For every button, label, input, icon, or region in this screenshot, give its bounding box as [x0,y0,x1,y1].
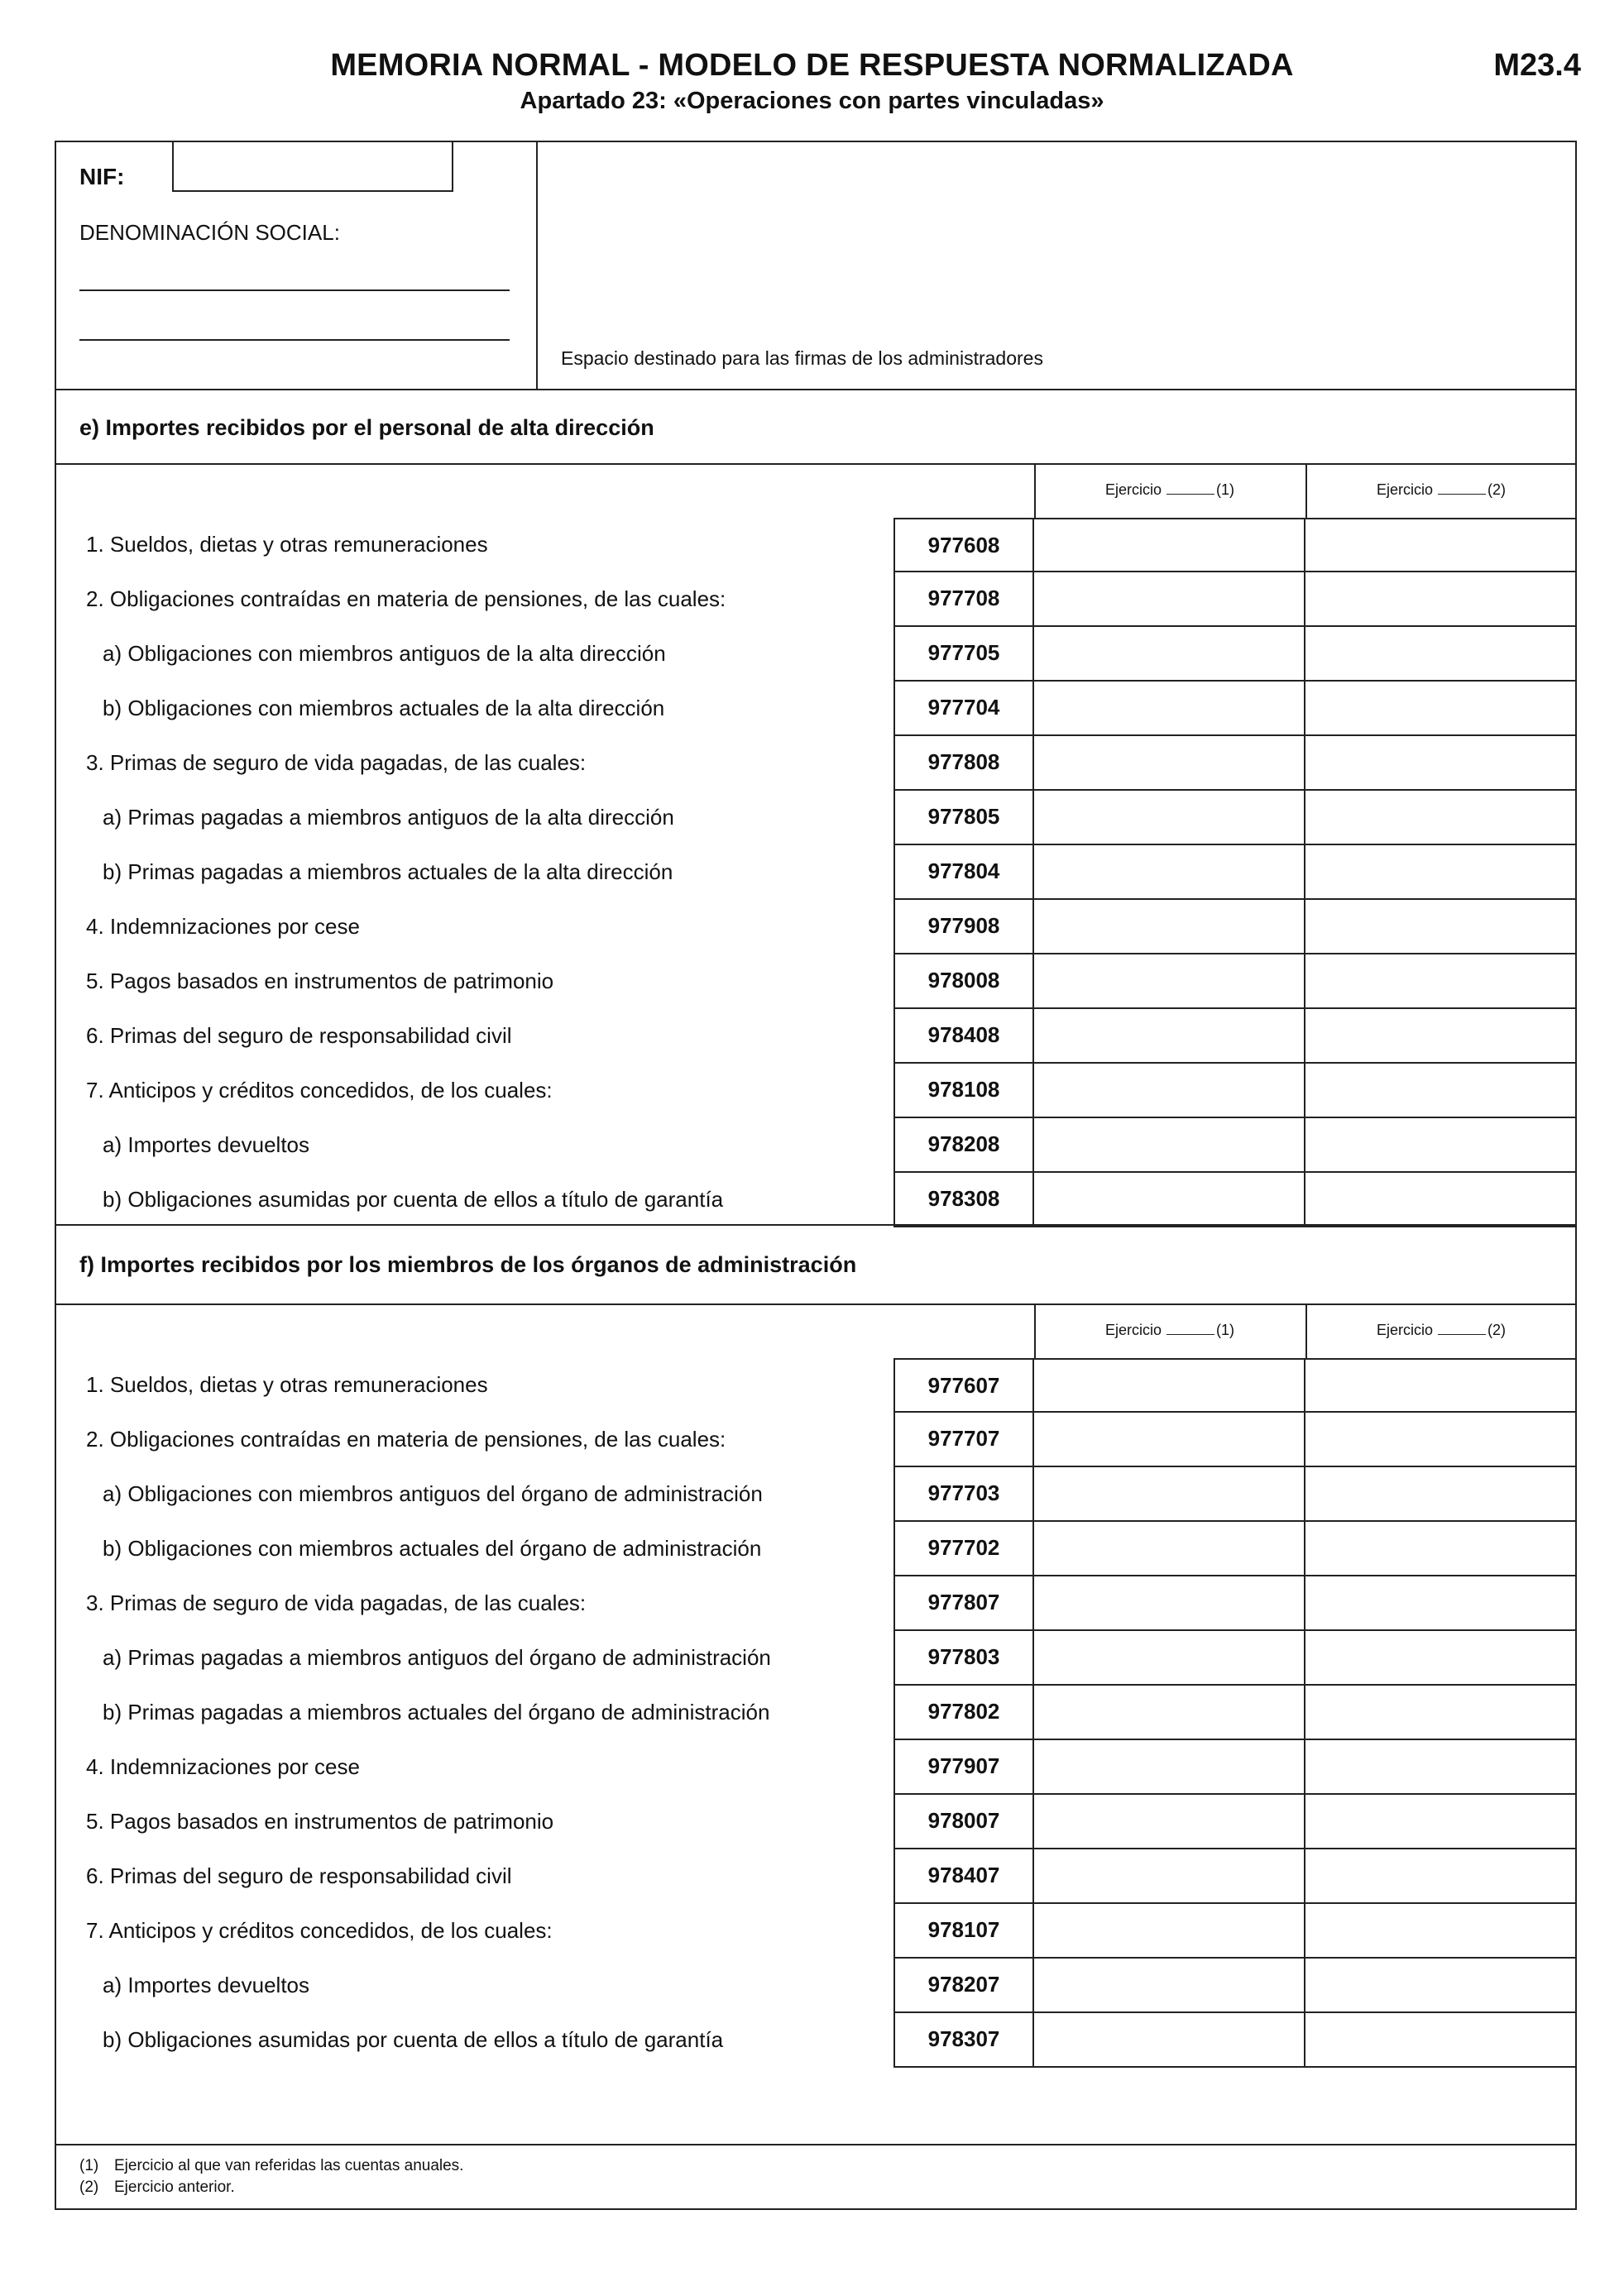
value-cell-ejercicio-2[interactable] [1304,1849,1577,1904]
column-header-ejercicio-2 [1305,1322,1577,1339]
value-cell-ejercicio-2[interactable] [1304,1795,1577,1849]
value-cell-ejercicio-2[interactable] [1304,572,1577,627]
value-cell-ejercicio-1[interactable] [1032,1849,1305,1904]
row-label: b) Obligaciones asumidas por cuenta de ellos a título de garantía [103,2027,724,2052]
row-label: 2. Obligaciones contraídas en materia de pensiones, de las cuales: [86,586,726,611]
row-code: 977805 [893,791,1034,845]
row-code: 978007 [893,1795,1034,1849]
table-row [893,900,1577,954]
form-code: M23.4 [1493,48,1581,83]
note-ref: (1) [1216,1322,1235,1338]
row-label: a) Importes devueltos [103,1973,310,1997]
table-row [893,1173,1577,1227]
value-cell-ejercicio-1[interactable] [1032,845,1305,900]
value-cell-ejercicio-1[interactable] [1032,736,1305,791]
value-cell-ejercicio-2[interactable] [1304,791,1577,845]
ejercicio-label: Ejercicio [1104,481,1162,498]
table-row [893,1959,1577,2013]
table-row [893,1740,1577,1795]
table-row [893,518,1577,572]
value-cell-ejercicio-1[interactable] [1032,1686,1305,1740]
table-row [893,845,1577,900]
footnote-text: Ejercicio al que van referidas las cuentas anuales. [114,2157,464,2174]
value-cell-ejercicio-2[interactable] [1304,1904,1577,1959]
value-cell-ejercicio-1[interactable] [1032,2013,1305,2068]
row-code: 977808 [893,736,1034,791]
row-label: 2. Obligaciones contraídas en materia de pensiones, de las cuales: [86,1427,726,1452]
denominacion-social-label: DENOMINACIÓN SOCIAL: [79,220,340,245]
row-label: a) Obligaciones con miembros antiguos de la alta dirección [103,641,666,666]
denominacion-line-2[interactable] [79,339,510,341]
note-ref: (2) [1487,1322,1507,1338]
row-label: 6. Primas del seguro de responsabilidad civil [86,1863,512,1888]
table-row [893,1686,1577,1740]
note-ref: (1) [1216,481,1235,498]
section-f-title: f) Importes recibidos por los miembros de los órganos de administración [79,1252,857,1277]
column-header-ejercicio-1 [1034,1322,1305,1339]
row-code: 977908 [893,900,1034,954]
value-cell-ejercicio-1[interactable] [1032,1009,1305,1064]
row-label: 7. Anticipos y créditos concedidos, de los cuales: [86,1918,553,1943]
row-label: b) Obligaciones con miembros actuales del órgano de administración [103,1536,762,1561]
value-cell-ejercicio-2[interactable] [1304,1358,1577,1413]
footnote-1 [79,2157,463,2175]
value-cell-ejercicio-2[interactable] [1304,1740,1577,1795]
row-code: 978108 [893,1064,1034,1118]
row-label: a) Primas pagadas a miembros antiguos del órgano de administración [103,1645,771,1670]
value-cell-ejercicio-1[interactable] [1032,1173,1305,1227]
value-cell-ejercicio-1[interactable] [1032,1795,1305,1849]
ejercicio-label: Ejercicio [1376,481,1434,498]
value-cell-ejercicio-2[interactable] [1304,1686,1577,1740]
row-code: 977607 [893,1358,1034,1413]
value-cell-ejercicio-1[interactable] [1032,1118,1305,1173]
denominacion-line-1[interactable] [79,289,510,291]
value-cell-ejercicio-2[interactable] [1304,518,1577,572]
row-code: 978207 [893,1959,1034,2013]
row-code: 977807 [893,1576,1034,1631]
value-cell-ejercicio-1[interactable] [1032,1740,1305,1795]
value-cell-ejercicio-1[interactable] [1032,1959,1305,2013]
row-label: 6. Primas del seguro de responsabilidad civil [86,1023,512,1048]
value-cell-ejercicio-2[interactable] [1304,1413,1577,1467]
row-label: 7. Anticipos y créditos concedidos, de los cuales: [86,1078,553,1103]
value-cell-ejercicio-1[interactable] [1032,682,1305,736]
table-row [893,2013,1577,2068]
row-label: b) Obligaciones asumidas por cuenta de ellos a título de garantía [103,1187,724,1212]
ejercicio-blank[interactable] [1167,482,1214,495]
value-cell-ejercicio-2[interactable] [1304,845,1577,900]
value-cell-ejercicio-1[interactable] [1032,1358,1305,1413]
page-title: MEMORIA NORMAL - MODELO DE RESPUESTA NORMALIZADA [330,48,1294,83]
ejercicio-label: Ejercicio [1376,1322,1434,1338]
value-cell-ejercicio-1[interactable] [1032,954,1305,1009]
value-cell-ejercicio-2[interactable] [1304,1522,1577,1576]
value-cell-ejercicio-2[interactable] [1304,682,1577,736]
row-label: 1. Sueldos, dietas y otras remuneraciones [86,532,488,557]
row-label: b) Primas pagadas a miembros actuales del órgano de administración [103,1700,770,1724]
row-label: 4. Indemnizaciones por cese [86,914,360,939]
row-code: 977703 [893,1467,1034,1522]
row-label: 3. Primas de seguro de vida pagadas, de las cuales: [86,1590,587,1615]
row-code: 978008 [893,954,1034,1009]
value-cell-ejercicio-2[interactable] [1304,1467,1577,1522]
footnote-number: (1) [79,2157,99,2174]
value-cell-ejercicio-2[interactable] [1304,900,1577,954]
row-code: 978307 [893,2013,1034,2068]
row-code: 978208 [893,1118,1034,1173]
row-label: a) Importes devueltos [103,1132,310,1157]
value-cell-ejercicio-2[interactable] [1304,627,1577,682]
table-row [893,1631,1577,1686]
value-cell-ejercicio-1[interactable] [1032,1576,1305,1631]
row-code: 978308 [893,1173,1034,1227]
row-code: 977803 [893,1631,1034,1686]
row-label: 5. Pagos basados en instrumentos de patrimonio [86,1809,554,1834]
row-code: 978107 [893,1904,1034,1959]
row-label: a) Primas pagadas a miembros antiguos de la alta dirección [103,805,674,830]
row-code: 977704 [893,682,1034,736]
value-cell-ejercicio-2[interactable] [1304,1118,1577,1173]
table-row [893,1467,1577,1522]
signature-area-note: Espacio destinado para las firmas de los administradores [561,347,1043,369]
row-label: b) Primas pagadas a miembros actuales de la alta dirección [103,859,673,884]
row-label: b) Obligaciones con miembros actuales de la alta dirección [103,696,665,720]
value-cell-ejercicio-1[interactable] [1032,1631,1305,1686]
column-header-ejercicio-1 [1034,481,1305,499]
table-row [893,1849,1577,1904]
value-cell-ejercicio-1[interactable] [1032,1064,1305,1118]
value-cell-ejercicio-2[interactable] [1304,1959,1577,2013]
table-row [893,736,1577,791]
value-cell-ejercicio-1[interactable] [1032,791,1305,845]
table-row [893,1576,1577,1631]
table-row [893,1064,1577,1118]
footnote-number: (2) [79,2179,99,2196]
section-e-title: e) Importes recibidos por el personal de alta dirección [79,415,654,440]
value-cell-ejercicio-2[interactable] [1304,1173,1577,1227]
table-row [893,1795,1577,1849]
row-code: 978407 [893,1849,1034,1904]
row-label: a) Obligaciones con miembros antiguos del órgano de administración [103,1481,763,1506]
note-ref: (2) [1487,481,1507,498]
row-code: 977608 [893,518,1034,572]
ejercicio-blank[interactable] [1438,482,1486,495]
table-row [893,627,1577,682]
row-code: 977707 [893,1413,1034,1467]
row-code: 977708 [893,572,1034,627]
table-row [893,1009,1577,1064]
row-code: 977802 [893,1686,1034,1740]
value-cell-ejercicio-1[interactable] [1032,1413,1305,1467]
row-code: 977702 [893,1522,1034,1576]
value-cell-ejercicio-1[interactable] [1032,572,1305,627]
table-row [893,1904,1577,1959]
row-code: 978408 [893,1009,1034,1064]
table-row [893,572,1577,627]
footnote-2 [79,2179,235,2197]
page-subtitle: Apartado 23: «Operaciones con partes vinculadas» [520,88,1104,114]
value-cell-ejercicio-1[interactable] [1032,627,1305,682]
value-cell-ejercicio-2[interactable] [1304,2013,1577,2068]
value-cell-ejercicio-1[interactable] [1032,900,1305,954]
value-cell-ejercicio-1[interactable] [1032,518,1305,572]
ejercicio-blank[interactable] [1167,1323,1214,1335]
section-divider [55,389,1577,390]
section-divider [55,1303,1577,1305]
table-row [893,954,1577,1009]
value-cell-ejercicio-2[interactable] [1304,1631,1577,1686]
table-row [893,682,1577,736]
ejercicio-blank[interactable] [1438,1323,1486,1335]
row-label: 3. Primas de seguro de vida pagadas, de las cuales: [86,750,587,775]
value-cell-ejercicio-2[interactable] [1304,736,1577,791]
value-cell-ejercicio-2[interactable] [1304,954,1577,1009]
nif-label: NIF: [79,164,125,189]
nif-input[interactable] [172,141,453,192]
row-label: 5. Pagos basados en instrumentos de patrimonio [86,969,554,993]
table-row [893,1522,1577,1576]
table-row [893,1118,1577,1173]
row-label: 1. Sueldos, dietas y otras remuneraciones [86,1372,488,1397]
table-row [893,791,1577,845]
value-cell-ejercicio-1[interactable] [1032,1467,1305,1522]
ejercicio-label: Ejercicio [1104,1322,1162,1338]
value-cell-ejercicio-2[interactable] [1304,1576,1577,1631]
column-header-ejercicio-2 [1305,481,1577,499]
row-code: 977804 [893,845,1034,900]
identification-divider [536,141,538,389]
footnote-text: Ejercicio anterior. [114,2179,235,2196]
value-cell-ejercicio-2[interactable] [1304,1064,1577,1118]
row-label: 4. Indemnizaciones por cese [86,1754,360,1779]
footnote-divider [55,2144,1577,2145]
row-code: 977907 [893,1740,1034,1795]
value-cell-ejercicio-1[interactable] [1032,1904,1305,1959]
table-row [893,1413,1577,1467]
row-code: 977705 [893,627,1034,682]
value-cell-ejercicio-1[interactable] [1032,1522,1305,1576]
section-divider [55,463,1577,465]
value-cell-ejercicio-2[interactable] [1304,1009,1577,1064]
table-row [893,1358,1577,1413]
